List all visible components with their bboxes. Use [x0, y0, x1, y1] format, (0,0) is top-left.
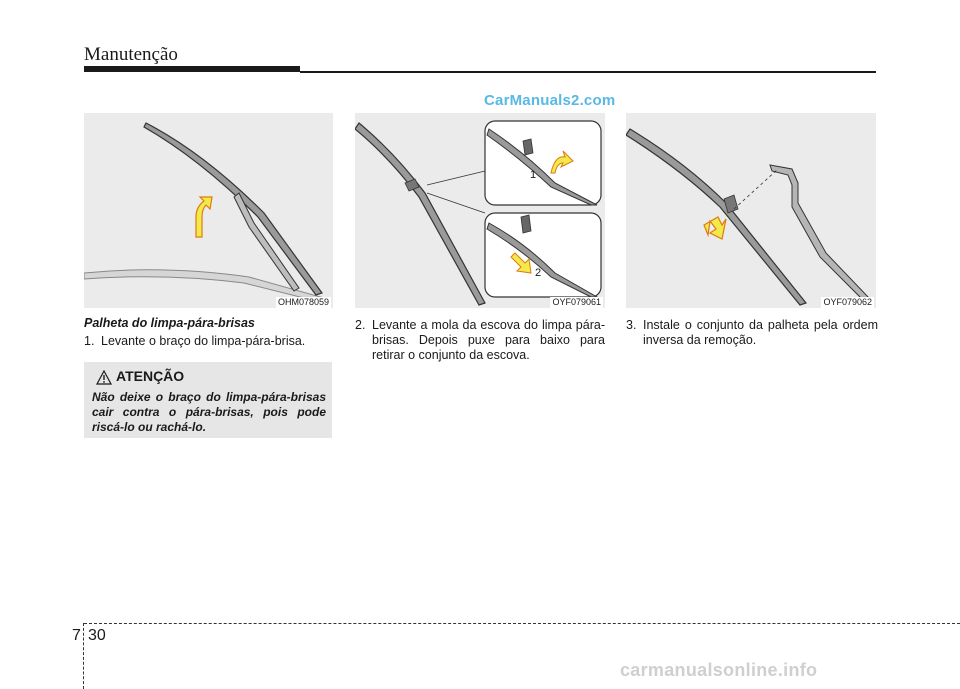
callout-label-2: 2	[535, 267, 542, 279]
up-arrow-icon	[196, 197, 212, 237]
blade-release-illustration	[355, 113, 605, 308]
step-2	[355, 318, 605, 363]
chapter-number: 7	[72, 627, 81, 644]
header-rule-thick	[84, 66, 300, 72]
footer-rule	[84, 623, 960, 624]
caution-box	[84, 362, 332, 438]
footer-divider	[83, 623, 84, 689]
step-text: Levante a mola da escova do limpa pára-brisas. Depois puxe para baixo para retirar o conjunto da escova.	[372, 318, 605, 362]
figure-blade-release	[355, 113, 605, 308]
page-section-title: Manutenção	[84, 44, 178, 65]
figure-wiper-arm-lift	[84, 113, 333, 308]
header-rule-thin	[300, 71, 876, 73]
step-text: Levante o braço do limpa-pára-brisa.	[101, 334, 306, 348]
caution-title: ATENÇÃO	[116, 368, 185, 384]
step-number: 1.	[84, 334, 95, 348]
blade-install-illustration	[626, 113, 876, 308]
figure-code: OHM078059	[277, 297, 329, 307]
warning-triangle-icon	[96, 370, 112, 385]
caution-body: Não deixe o braço do limpa-pára-brisas cair contra o pára-brisas, pois pode riscá-lo ou rachá-lo.	[92, 390, 326, 434]
page-number: 30	[88, 627, 106, 644]
figure-code: OYF079061	[552, 297, 601, 307]
step-3	[626, 318, 878, 348]
callout-label-1: 1	[530, 169, 537, 181]
figure-code: OYF079062	[823, 297, 872, 307]
install-arrow-icon	[704, 217, 726, 239]
step-text: Instale o conjunto da palheta pela ordem inversa da remoção.	[643, 318, 878, 347]
step-1	[84, 334, 336, 349]
step-number: 3.	[626, 318, 637, 332]
step-number: 2.	[355, 318, 366, 332]
figure-blade-install	[626, 113, 876, 308]
section-heading: Palheta do limpa-pára-brisas	[84, 316, 255, 330]
watermark-link[interactable]: CarManuals2.com	[484, 92, 616, 109]
watermark-bottom: carmanualsonline.info	[620, 660, 818, 680]
wiper-arm-illustration	[84, 113, 333, 308]
